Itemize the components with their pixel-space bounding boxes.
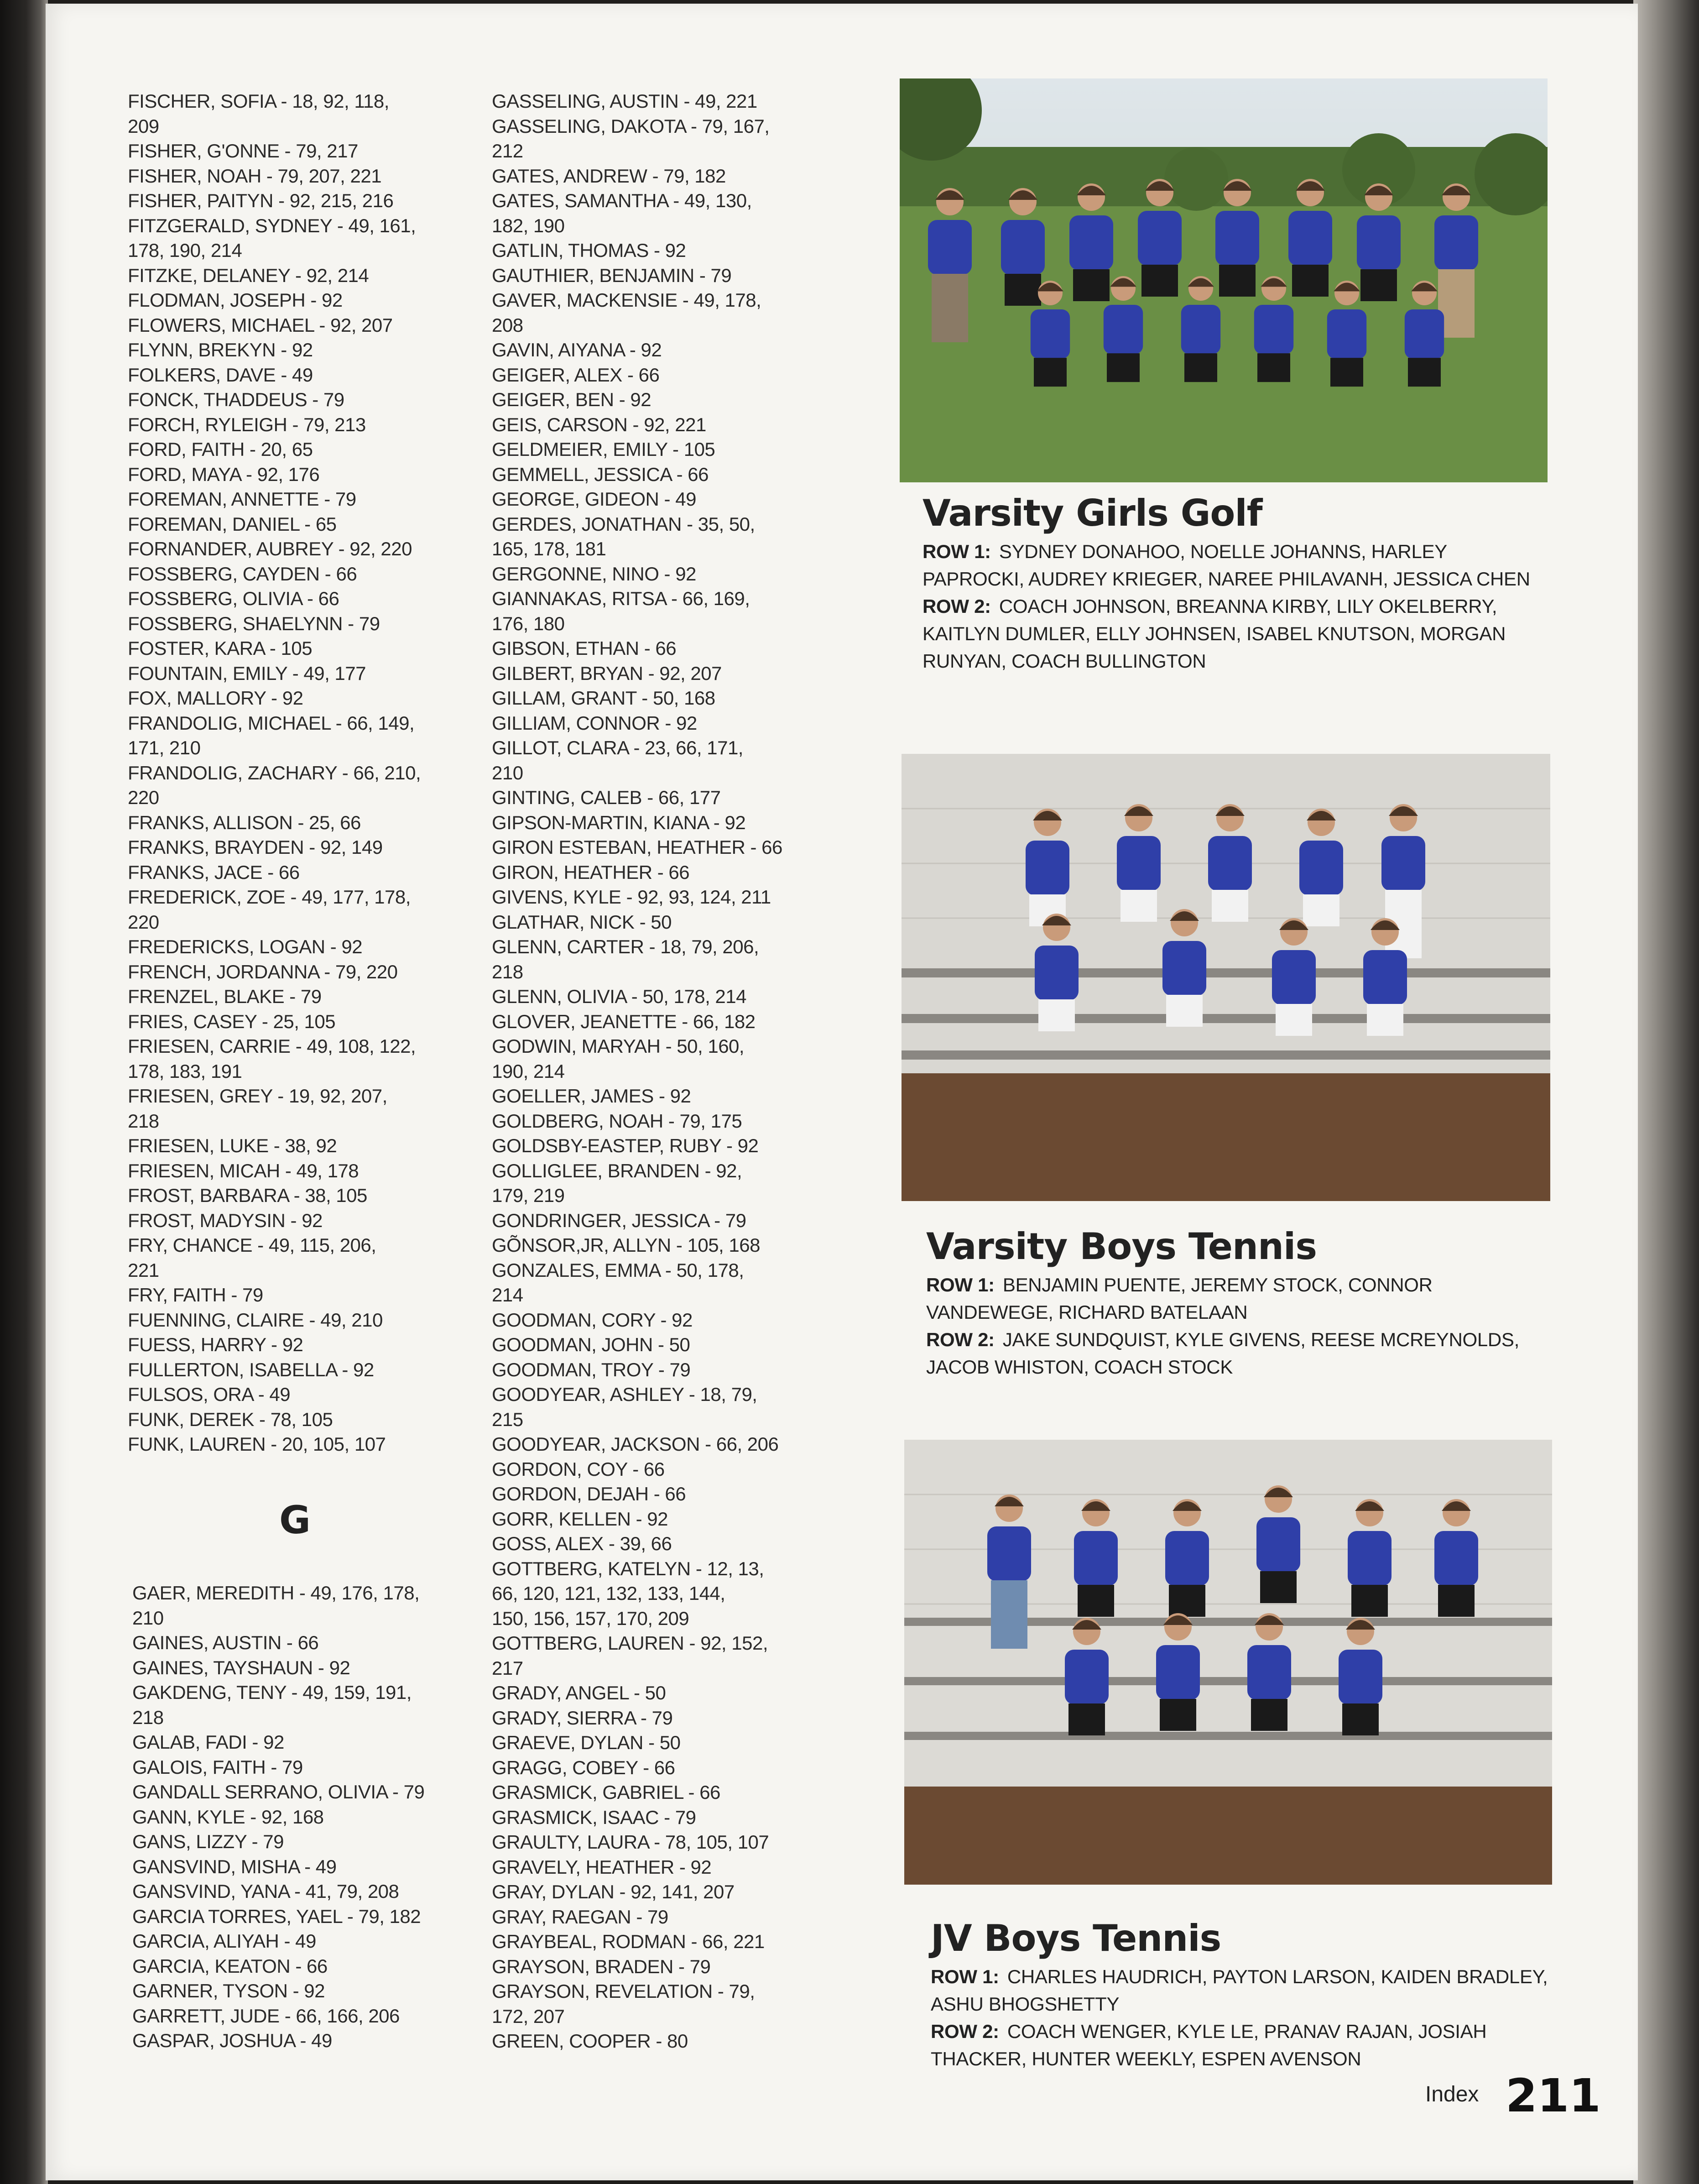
index-entry: GATES, SAMANTHA - 49, 130, <box>492 190 752 211</box>
index-entry: GARCIA, KEATON - 66 <box>132 1955 328 1977</box>
index-entry: GIANNAKAS, RITSA - 66, 169, <box>492 588 750 609</box>
index-entry: GLENN, CARTER - 18, 79, 206, <box>492 936 759 957</box>
index-entry: GAUTHIER, BENJAMIN - 79 <box>492 264 732 286</box>
girls-golf-caption <box>922 492 1552 675</box>
index-entry: FONCK, THADDEUS - 79 <box>128 389 344 410</box>
index-entry: GAER, MEREDITH - 49, 176, 178, <box>132 1582 420 1604</box>
index-entry: GELDMEIER, EMILY - 105 <box>492 439 715 460</box>
index-entry: 221 <box>128 1259 159 1281</box>
index-entry: GILLAM, GRANT - 50, 168 <box>492 687 715 709</box>
index-entry: GOELLER, JAMES - 92 <box>492 1085 691 1107</box>
index-entry: GARCIA TORRES, YAEL - 79, 182 <box>132 1905 421 1927</box>
index-entry: GONZALES, EMMA - 50, 178, <box>492 1259 744 1281</box>
index-entry: GOODMAN, CORY - 92 <box>492 1309 693 1331</box>
index-entry: GALOIS, FAITH - 79 <box>132 1756 303 1778</box>
index-entry: 210 <box>492 762 523 784</box>
index-entry: FRIESEN, MICAH - 49, 178 <box>128 1160 359 1181</box>
index-entry: GAINES, TAYSHAUN - 92 <box>132 1656 350 1678</box>
index-entry: GRAYSON, BRADEN - 79 <box>492 1955 711 1977</box>
index-entry: FISHER, G'ONNE - 79, 217 <box>128 140 358 162</box>
index-entry: GOLDSBY-EASTEP, RUBY - 92 <box>492 1135 759 1156</box>
index-entry: GRADY, SIERRA - 79 <box>492 1707 673 1729</box>
girls-golf-title: Varsity Girls Golf <box>922 492 1262 534</box>
index-entry: GOODMAN, TROY - 79 <box>492 1358 691 1380</box>
index-entry: 171, 210 <box>128 737 201 758</box>
index-entry: GLOVER, JEANETTE - 66, 182 <box>492 1010 756 1032</box>
girls-golf-row1: ROW 1: SYDNEY DONAHOO, NOELLE JOHANNS, HARLEY PAPROCKI, AUDREY KRIEGER, NAREE PHILAVANH, JESSICA CHEN <box>922 541 1530 590</box>
index-entry: GONDRINGER, JESSICA - 79 <box>492 1209 746 1231</box>
index-entry: GARNER, TYSON - 92 <box>132 1980 325 2001</box>
index-entry: FOUNTAIN, EMILY - 49, 177 <box>128 662 366 684</box>
index-entry: GALAB, FADI - 92 <box>132 1731 284 1753</box>
index-entry: GAKDENG, TENY - 49, 159, 191, <box>132 1682 412 1703</box>
index-entry: GODWIN, MARYAH - 50, 160, <box>492 1035 745 1057</box>
index-entry: GLENN, OLIVIA - 50, 178, 214 <box>492 986 746 1007</box>
index-entry: GEIGER, BEN - 92 <box>492 389 651 410</box>
index-entry: FOSSBERG, OLIVIA - 66 <box>128 588 339 609</box>
index-entry: GERGONNE, NINO - 92 <box>492 563 696 585</box>
index-entry: 220 <box>128 787 159 808</box>
index-entry: 209 <box>128 115 159 137</box>
index-entry: 212 <box>492 140 523 162</box>
index-entry: GOSS, ALEX - 39, 66 <box>492 1533 672 1554</box>
girls-golf-row2: ROW 2: COACH JOHNSON, BREANNA KIRBY, LILY OKELBERRY, KAITLYN DUMLER, ELLY JOHNSEN, ISABEL KNUTSON, MORGAN RUNYAN, COACH BULLINGTON <box>922 596 1506 672</box>
index-entry: 214 <box>492 1284 523 1306</box>
index-entry: FROST, MADYSIN - 92 <box>128 1209 323 1231</box>
index-entry: GANS, LIZZY - 79 <box>132 1831 284 1852</box>
jv-boys-tennis-row1: ROW 1: CHARLES HAUDRICH, PAYTON LARSON, KAIDEN BRADLEY, ASHU BHOGSHETTY <box>931 1966 1548 2015</box>
index-entry: 178, 190, 214 <box>128 240 242 261</box>
index-entry: FRIESEN, GREY - 19, 92, 207, <box>128 1085 387 1107</box>
index-entry: 66, 120, 121, 132, 133, 144, <box>492 1583 725 1604</box>
jv-boys-tennis-team-photo <box>904 1440 1552 1885</box>
index-entry: GANN, KYLE - 92, 168 <box>132 1806 324 1828</box>
book-spine-shadow <box>0 0 48 2184</box>
index-entry: FRANKS, ALLISON - 25, 66 <box>128 811 361 833</box>
index-entry: FRANDOLIG, MICHAEL - 66, 149, <box>128 712 415 734</box>
index-entry: GLATHAR, NICK - 50 <box>492 911 672 933</box>
index-entry: GORR, KELLEN - 92 <box>492 1508 668 1530</box>
varsity-boys-tennis-row1: ROW 1: BENJAMIN PUENTE, JEREMY STOCK, CONNOR VANDEWEGE, RICHARD BATELAAN <box>926 1274 1433 1323</box>
index-entry: GILLOT, CLARA - 23, 66, 171, <box>492 737 743 758</box>
index-entry: GEORGE, GIDEON - 49 <box>492 488 696 510</box>
index-entry: 218 <box>128 1110 159 1132</box>
index-entry: GIVENS, KYLE - 92, 93, 124, 211 <box>492 886 771 908</box>
index-entry: FOREMAN, ANNETTE - 79 <box>128 488 356 510</box>
index-entry: GASSELING, AUSTIN - 49, 221 <box>492 90 757 112</box>
index-entry: GREEN, COOPER - 80 <box>492 2030 688 2052</box>
index-entry: GRAY, RAEGAN - 79 <box>492 1906 668 1928</box>
index-entry: FULSOS, ORA - 49 <box>128 1384 291 1405</box>
index-entry: GRAGG, COBEY - 66 <box>492 1756 675 1778</box>
index-entry: 215 <box>492 1408 523 1430</box>
index-entry: FRANKS, BRAYDEN - 92, 149 <box>128 836 383 858</box>
varsity-boys-tennis-caption <box>926 1225 1556 1381</box>
varsity-boys-tennis-row2: ROW 2: JAKE SUNDQUIST, KYLE GIVENS, REESE MCREYNOLDS, JACOB WHISTON, COACH STOCK <box>926 1329 1520 1378</box>
index-entry: GERDES, JONATHAN - 35, 50, <box>492 513 755 535</box>
index-entry: 178, 183, 191 <box>128 1060 242 1082</box>
jv-boys-tennis-title: JV Boys Tennis <box>931 1917 1221 1959</box>
index-entry: 218 <box>132 1706 164 1728</box>
index-entry: GEIGER, ALEX - 66 <box>492 364 660 386</box>
index-entry: 208 <box>492 314 523 336</box>
index-entry: FOREMAN, DANIEL - 65 <box>128 513 337 535</box>
index-entry: GEIS, CARSON - 92, 221 <box>492 413 706 435</box>
index-entry: GOLDBERG, NOAH - 79, 175 <box>492 1110 742 1132</box>
index-entry: GRASMICK, ISAAC - 79 <box>492 1806 696 1828</box>
index-entry: GOLLIGLEE, BRANDEN - 92, <box>492 1160 742 1181</box>
index-entry: 165, 178, 181 <box>492 538 606 559</box>
index-entry: GOTTBERG, LAUREN - 92, 152, <box>492 1632 768 1654</box>
index-entry: FRIESEN, CARRIE - 49, 108, 122, <box>128 1035 416 1057</box>
jv-boys-tennis-caption <box>931 1917 1560 2073</box>
index-entry: FOX, MALLORY - 92 <box>128 687 303 709</box>
index-entry: FUNK, LAUREN - 20, 105, 107 <box>128 1433 386 1455</box>
index-entry: 210 <box>132 1607 164 1629</box>
index-entry: GARRETT, JUDE - 66, 166, 206 <box>132 2005 400 2027</box>
index-entry: GRASMICK, GABRIEL - 66 <box>492 1782 720 1803</box>
index-entry: 179, 219 <box>492 1185 565 1206</box>
index-entry: GRAEVE, DYLAN - 50 <box>492 1732 681 1753</box>
index-entry: FITZKE, DELANEY - 92, 214 <box>128 264 369 286</box>
index-entry: FREDERICKS, LOGAN - 92 <box>128 936 363 957</box>
index-entry: 217 <box>492 1657 523 1679</box>
index-entry: FRENCH, JORDANNA - 79, 220 <box>128 961 398 982</box>
index-entry: FUESS, HARRY - 92 <box>128 1334 303 1355</box>
index-entry: FISHER, NOAH - 79, 207, 221 <box>128 165 382 187</box>
index-entry: FOSTER, KARA - 105 <box>128 637 313 659</box>
index-entry: FRY, CHANCE - 49, 115, 206, <box>128 1234 376 1256</box>
index-entry: GANSVIND, YANA - 41, 79, 208 <box>132 1881 399 1902</box>
index-entry: GORDON, COY - 66 <box>492 1458 665 1480</box>
index-entry: 150, 156, 157, 170, 209 <box>492 1607 689 1629</box>
index-entry: 182, 190 <box>492 214 565 236</box>
index-entry: 172, 207 <box>492 2005 565 2027</box>
index-entry: GILBERT, BRYAN - 92, 207 <box>492 662 722 684</box>
index-entry: GOODYEAR, JACKSON - 66, 206 <box>492 1433 779 1455</box>
index-entry: GASPAR, JOSHUA - 49 <box>132 2030 332 2051</box>
index-entry: GIPSON-MARTIN, KIANA - 92 <box>492 811 746 833</box>
index-entry: 218 <box>492 961 523 982</box>
index-entry: GASSELING, DAKOTA - 79, 167, <box>492 115 770 137</box>
girls-golf-team-photo <box>900 78 1548 482</box>
index-entry: FRANDOLIG, ZACHARY - 66, 210, <box>128 762 421 784</box>
index-entry: GARCIA, ALIYAH - 49 <box>132 1930 316 1952</box>
index-entry: FULLERTON, ISABELLA - 92 <box>128 1358 374 1380</box>
index-entry: GAINES, AUSTIN - 66 <box>132 1632 319 1653</box>
index-entry: FUENNING, CLAIRE - 49, 210 <box>128 1309 383 1331</box>
index-entry: FORD, FAITH - 20, 65 <box>128 439 313 460</box>
index-entry: GATLIN, THOMAS - 92 <box>492 240 686 261</box>
index-entry: FORD, MAYA - 92, 176 <box>128 463 320 485</box>
index-entry: FLODMAN, JOSEPH - 92 <box>128 289 343 311</box>
index-entry: FITZGERALD, SYDNEY - 49, 161, <box>128 214 416 236</box>
index-entry: FOLKERS, DAVE - 49 <box>128 364 313 386</box>
jv-boys-tennis-row2: ROW 2: COACH WENGER, KYLE LE, PRANAV RAJAN, JOSIAH THACKER, HUNTER WEEKLY, ESPEN AVENSON <box>931 2021 1487 2069</box>
varsity-boys-tennis-team-photo <box>902 754 1550 1201</box>
index-column-1-continued <box>132 1581 470 2053</box>
index-entry: GANSVIND, MISHA - 49 <box>132 1855 337 1877</box>
index-entry: GRADY, ANGEL - 50 <box>492 1682 666 1703</box>
index-entry: FRENZEL, BLAKE - 79 <box>128 986 322 1007</box>
index-entry: GOODMAN, JOHN - 50 <box>492 1334 690 1355</box>
index-entry: 176, 180 <box>492 612 565 634</box>
index-entry: GANDALL SERRANO, OLIVIA - 79 <box>132 1781 425 1803</box>
footer-section-label: Index <box>1425 2082 1479 2106</box>
index-entry: GIRON ESTEBAN, HEATHER - 66 <box>492 836 782 858</box>
index-entry: FISCHER, SOFIA - 18, 92, 118, <box>128 90 389 112</box>
index-entry: FORCH, RYLEIGH - 79, 213 <box>128 413 366 435</box>
index-entry: FROST, BARBARA - 38, 105 <box>128 1185 367 1206</box>
index-entry: GILLIAM, CONNOR - 92 <box>492 712 697 734</box>
index-entry: GATES, ANDREW - 79, 182 <box>492 165 726 187</box>
index-entry: GOODYEAR, ASHLEY - 18, 79, <box>492 1384 757 1405</box>
index-column-2 <box>492 89 829 2054</box>
index-entry: FRANKS, JACE - 66 <box>128 861 300 883</box>
index-entry: GRAYSON, REVELATION - 79, <box>492 1980 755 2002</box>
index-entry: GEMMELL, JESSICA - 66 <box>492 463 709 485</box>
index-entry: GRAY, DYLAN - 92, 141, 207 <box>492 1881 735 1902</box>
index-entry: FOSSBERG, SHAELYNN - 79 <box>128 612 380 634</box>
index-entry: GIBSON, ETHAN - 66 <box>492 637 677 659</box>
index-entry: GRAYBEAL, RODMAN - 66, 221 <box>492 1931 765 1952</box>
index-entry: 190, 214 <box>492 1060 565 1082</box>
index-entry: GINTING, CALEB - 66, 177 <box>492 787 721 808</box>
index-entry: FLYNN, BREKYN - 92 <box>128 339 313 361</box>
index-entry: FLOWERS, MICHAEL - 92, 207 <box>128 314 393 336</box>
index-entry: GORDON, DEJAH - 66 <box>492 1483 686 1505</box>
index-entry: GAVER, MACKENSIE - 49, 178, <box>492 289 761 311</box>
index-entry: FORNANDER, AUBREY - 92, 220 <box>128 538 412 559</box>
index-column-1 <box>128 89 465 1457</box>
index-entry: FOSSBERG, CAYDEN - 66 <box>128 563 357 585</box>
index-entry: GIRON, HEATHER - 66 <box>492 861 690 883</box>
index-entry: GOTTBERG, KATELYN - 12, 13, <box>492 1557 764 1579</box>
index-entry: FISHER, PAITYN - 92, 215, 216 <box>128 190 394 211</box>
index-entry: FRIES, CASEY - 25, 105 <box>128 1010 336 1032</box>
page-number: 211 <box>1506 2069 1601 2122</box>
index-entry: GRAVELY, HEATHER - 92 <box>492 1856 712 1878</box>
index-entry: GÕNSOR,JR, ALLYN - 105, 168 <box>492 1234 760 1256</box>
varsity-boys-tennis-title: Varsity Boys Tennis <box>926 1225 1317 1268</box>
index-entry: 220 <box>128 911 159 933</box>
index-entry: FRIESEN, LUKE - 38, 92 <box>128 1135 337 1156</box>
index-entry: FUNK, DEREK - 78, 105 <box>128 1408 333 1430</box>
index-entry: GAVIN, AIYANA - 92 <box>492 339 662 361</box>
index-entry: FREDERICK, ZOE - 49, 177, 178, <box>128 886 411 908</box>
index-entry: GRAULTY, LAURA - 78, 105, 107 <box>492 1831 769 1853</box>
index-section-letter: G <box>279 1498 311 1542</box>
page-edge <box>1633 0 1699 2184</box>
index-entry: FRY, FAITH - 79 <box>128 1284 263 1306</box>
